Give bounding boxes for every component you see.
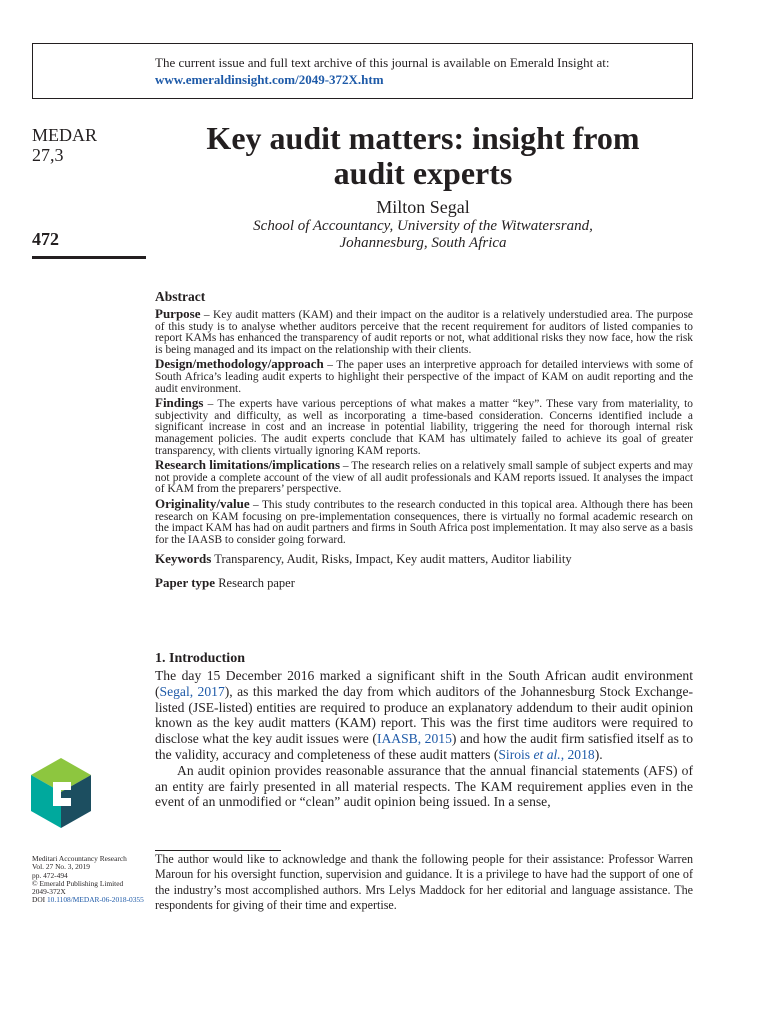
pub-doi [32,896,152,904]
abstract-heading: Abstract [155,289,206,304]
doi-link[interactable]: 10.1108/MEDAR-06-2018-0355 [46,895,144,905]
section-text: – This study contributes to the research conducted in this topical area. Although there has been research on KAM focusing on pre-implementation consequences, there is virtually no formal academic research on the impact KAM has had on audit partners and firms in South Africa post implementation. It may also serve as a basis for the IAASB to consider going forward. [155,498,693,546]
paper-type [155,575,693,591]
citation-etal: et al. [533,746,561,762]
section-label: Findings [155,395,204,411]
text-run: The day 15 December 2016 marked a significant shift in the South African audit environment ( [155,668,693,699]
journal-notice-box [32,43,693,99]
intro-paragraph-1 [155,668,693,763]
keywords-label: Keywords [155,551,212,567]
keywords-text: Transparency, Audit, Risks, Impact, Key audit matters, Auditor liability [211,552,572,567]
notice-text: The current issue and full text archive of this journal is available on Emerald Insight at: [155,55,610,70]
abstract [155,289,693,591]
introduction-heading: 1. Introduction [155,651,245,666]
title-line-1: Key audit matters: insight from [206,120,640,156]
abstract-limitations [155,459,693,496]
title-line-2: audit experts [333,155,513,191]
paper-type-label: Paper type [155,575,216,591]
article-title [150,121,696,191]
abstract-findings [155,397,693,457]
author-name: Milton Segal [376,197,470,217]
author-affiliation [150,218,696,252]
abstract-design [155,358,693,395]
abstract-originality [155,495,693,546]
journal-label [32,125,97,165]
section-text: – Key audit matters (KAM) and their impact on the auditor is a relatively understudied area. The purpose of this study is to analyse whether auditors perceive that the recent requirement for auditors of listed companies to report KAMs has enhanced the transparency of audit reports or not, what additional risks they now face, how the risk is being managed and its impact on the relationship with their clients. [155,309,693,356]
acknowledgement-footnote: The author would like to acknowledge and thank the following people for their assistance: Professor Warren Maroun for his oversight function, supervision and guidance. It is a privilege to have had the support of one of the industry’s most accomplished authors. Mrs Lelys Maddock for her editorial and language assistance. The respondents for giving of their time and expertise. [155,852,693,912]
pub-issn: 2049-372X [32,887,66,897]
section-label: Design/methodology/approach [155,356,324,372]
keywords [155,551,693,567]
citation-link-iaasb[interactable]: IAASB, 2015 [376,731,452,747]
journal-volume: 27,3 [32,145,64,165]
crossmark-logo[interactable] [31,758,91,828]
paper-type-text: Research paper [215,576,295,591]
text-run: ) and how the audit firm satisfied itself as to the validity, accuracy and completeness of these audit matters ( [155,731,693,762]
text-run: ). [594,746,603,762]
pub-volume: Vol. 27 No. 3, 2019 [32,862,90,872]
journal-abbrev: MEDAR [32,125,98,145]
citation-link-segal[interactable]: Segal, 2017 [159,683,225,699]
journal-url-link[interactable]: www.emeraldinsight.com/2049-372X.htm [155,72,384,87]
doi-label: DOI [32,895,47,905]
pub-journal: Meditari Accountancy Research [32,854,127,863]
citation-year: , 2018 [560,746,595,762]
affiliation-line-2: Johannesburg, South Africa [339,235,507,251]
citation-link-sirois[interactable] [498,747,594,762]
pub-pages: pp. 472-494 [32,870,68,880]
page-number: 472 [32,229,59,249]
footnote-rule [155,850,281,851]
section-label: Originality/value [155,495,250,511]
margin-rule [32,256,146,259]
introduction-section [155,651,693,810]
intro-paragraph-2: An audit opinion provides reasonable assurance that the annual financial statements (AFS) of an entity are fairly presented in all material respects. The KAM requirement applies even in the event of an unmodified or “clean” audit opinion being issued. In a sense, [155,762,693,810]
affiliation-line-1: School of Accountancy, University of the Witwatersrand, [253,218,593,234]
section-label: Purpose [155,306,201,321]
pub-copyright: © Emerald Publishing Limited [32,878,124,888]
abstract-purpose [155,308,693,356]
section-label: Research limitations/implications [155,457,341,473]
section-text: – The paper uses an interpretive approach for detailed interviews with some of South Africa’s leading audit experts to highlight their perspective of the impact of KAM on audit reporting and the audit environment. [155,359,693,395]
text-run: ), as this marked the day from which auditors of the Johannesburg Stock Exchange-listed (JSE-listed) entities are required to produce an explanatory addendum to their audit opinion known as the key audit matters (KAM) report. This was the first time auditors were required to disclose what the key audit issues were ( [155,683,694,747]
publication-info [32,855,152,905]
citation-author: Sirois [498,746,534,762]
section-text: – The experts have various perceptions of what makes a matter “key”. These vary from materiality, to subjectivity and difficulty, as well as incorporating a time-based consideration. Concerns identified include a significant increase in cost and an increase in potential liability, triggering the need for thorough internal risk management policies. The audit experts conclude that KAM has ultimately failed to achieve its goal of greater transparency, with clients virtually ignoring KAM reports. [155,398,693,457]
section-text: – The research relies on a relatively small sample of subject experts and may not provide a complete account of the view of all audit professionals and KAM reports issued. It analyses the impact of KAM from the preparers’ perspective. [155,460,693,496]
